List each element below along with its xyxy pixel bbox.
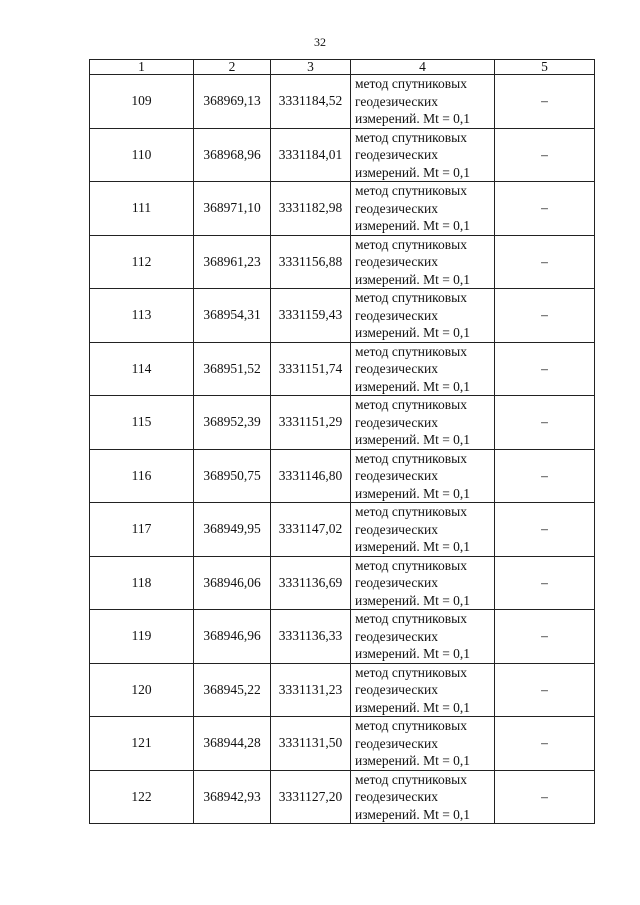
method-line-3: измерений. Mt = 0,1: [355, 806, 471, 822]
method-line-1: метод спутниковых: [355, 504, 467, 519]
coord-y: 3331131,50: [271, 717, 351, 771]
header-col-1: 1: [90, 60, 194, 75]
method-cell: [351, 342, 495, 396]
method-line-2: геодезических: [355, 254, 438, 269]
point-number: 110: [90, 128, 194, 182]
method-line-3: измерений. Mt = 0,1: [355, 378, 471, 394]
coord-x: 368951,52: [194, 342, 271, 396]
point-number: 118: [90, 556, 194, 610]
coord-y: 3331146,80: [271, 449, 351, 503]
header-col-5: 5: [495, 60, 595, 75]
coord-y: 3331136,69: [271, 556, 351, 610]
method-line-2: геодезических: [355, 628, 438, 644]
method-line-2: геодезических: [355, 361, 438, 376]
coord-y: 3331151,29: [271, 396, 351, 450]
method-cell: [351, 610, 495, 664]
method-line-3: измерений. Mt = 0,1: [355, 592, 471, 608]
col-5-value: –: [495, 289, 595, 343]
table-row: [90, 663, 595, 717]
method-line-3: измерений. Mt = 0,1: [355, 699, 471, 715]
coord-x: 368968,96: [194, 128, 271, 182]
method-line-2: геодезических: [355, 93, 438, 109]
table-row: [90, 289, 595, 343]
method-cell: [351, 396, 495, 450]
method-cell: [351, 128, 495, 182]
coord-x: 368971,10: [194, 182, 271, 236]
method-line-2: геодезических: [355, 307, 438, 323]
method-line-3: измерений. Mt = 0,1: [355, 325, 471, 340]
table-row: [90, 449, 595, 503]
col-5-value: –: [495, 663, 595, 717]
method-line-2: геодезических: [355, 735, 438, 751]
point-number: 111: [90, 182, 194, 236]
col-5-value: –: [495, 717, 595, 771]
method-cell: [351, 182, 495, 236]
method-line-1: метод спутниковых: [355, 343, 467, 359]
method-line-2: геодезических: [355, 468, 438, 483]
method-line-2: геодезических: [355, 414, 438, 430]
coord-y: 3331147,02: [271, 503, 351, 557]
table-row: [90, 770, 595, 824]
table-header: [90, 60, 595, 75]
point-number: 109: [90, 75, 194, 129]
col-5-value: –: [495, 449, 595, 503]
method-cell: [351, 663, 495, 717]
table-row: [90, 128, 595, 182]
method-line-2: геодезических: [355, 200, 438, 216]
coord-y: 3331127,20: [271, 770, 351, 824]
method-line-1: метод спутниковых: [355, 290, 467, 305]
method-line-1: метод спутниковых: [355, 664, 467, 680]
page-number: 32: [314, 35, 326, 49]
method-line-1: метод спутниковых: [355, 76, 467, 91]
header-col-2: 2: [194, 60, 271, 75]
method-line-3: измерений. Mt = 0,1: [355, 271, 471, 287]
table-row: [90, 75, 595, 129]
method-line-1: метод спутниковых: [355, 771, 467, 787]
col-5-value: –: [495, 503, 595, 557]
col-5-value: –: [495, 235, 595, 289]
table-row: [90, 396, 595, 450]
point-number: 121: [90, 717, 194, 771]
coord-x: 368952,39: [194, 396, 271, 450]
col-5-value: –: [495, 128, 595, 182]
method-line-2: геодезических: [355, 147, 438, 162]
method-line-3: измерений. Mt = 0,1: [355, 111, 471, 126]
coord-y: 3331156,88: [271, 235, 351, 289]
point-number: 119: [90, 610, 194, 664]
coord-y: 3331136,33: [271, 610, 351, 664]
coord-x: 368950,75: [194, 449, 271, 503]
method-line-3: измерений. Mt = 0,1: [355, 539, 471, 554]
header-row: [90, 60, 595, 75]
point-number: 115: [90, 396, 194, 450]
table-row: [90, 717, 595, 771]
coord-y: 3331159,43: [271, 289, 351, 343]
point-number: 113: [90, 289, 194, 343]
coord-x: 368954,31: [194, 289, 271, 343]
method-line-1: метод спутниковых: [355, 236, 467, 252]
col-5-value: –: [495, 556, 595, 610]
coord-y: 3331184,01: [271, 128, 351, 182]
coord-y: 3331182,98: [271, 182, 351, 236]
method-line-1: метод спутниковых: [355, 557, 467, 573]
coord-x: 368946,96: [194, 610, 271, 664]
method-line-3: измерений. Mt = 0,1: [355, 432, 471, 447]
col-5-value: –: [495, 75, 595, 129]
table-body: [90, 75, 595, 824]
method-line-2: геодезических: [355, 575, 438, 590]
method-cell: [351, 235, 495, 289]
method-line-1: метод спутниковых: [355, 183, 467, 198]
coord-y: 3331151,74: [271, 342, 351, 396]
coord-x: 368944,28: [194, 717, 271, 771]
method-line-1: метод спутниковых: [355, 450, 467, 466]
method-line-3: измерений. Mt = 0,1: [355, 646, 471, 661]
method-line-2: геодезических: [355, 682, 438, 697]
col-5-value: –: [495, 182, 595, 236]
coord-x: 368942,93: [194, 770, 271, 824]
point-number: 114: [90, 342, 194, 396]
method-cell: [351, 503, 495, 557]
method-cell: [351, 449, 495, 503]
method-line-1: метод спутниковых: [355, 129, 467, 145]
coord-x: 368949,95: [194, 503, 271, 557]
point-number: 122: [90, 770, 194, 824]
method-cell: [351, 556, 495, 610]
coord-y: 3331184,52: [271, 75, 351, 129]
method-line-1: метод спутниковых: [355, 718, 467, 733]
coord-x: 368945,22: [194, 663, 271, 717]
method-line-3: измерений. Mt = 0,1: [355, 485, 471, 501]
method-line-2: геодезических: [355, 789, 438, 804]
coord-y: 3331131,23: [271, 663, 351, 717]
table-row: [90, 610, 595, 664]
coordinates-table: [89, 59, 595, 824]
coord-x: 368961,23: [194, 235, 271, 289]
col-5-value: –: [495, 396, 595, 450]
method-line-2: геодезических: [355, 521, 438, 537]
point-number: 120: [90, 663, 194, 717]
coord-x: 368969,13: [194, 75, 271, 129]
method-cell: [351, 289, 495, 343]
method-cell: [351, 75, 495, 129]
point-number: 117: [90, 503, 194, 557]
point-number: 112: [90, 235, 194, 289]
method-cell: [351, 717, 495, 771]
header-col-3: 3: [271, 60, 351, 75]
table-row: [90, 556, 595, 610]
col-5-value: –: [495, 610, 595, 664]
coord-x: 368946,06: [194, 556, 271, 610]
table-row: [90, 503, 595, 557]
col-5-value: –: [495, 770, 595, 824]
table-row: [90, 342, 595, 396]
point-number: 116: [90, 449, 194, 503]
method-line-1: метод спутниковых: [355, 611, 467, 626]
method-cell: [351, 770, 495, 824]
table-row: [90, 235, 595, 289]
header-col-4: 4: [351, 60, 495, 75]
method-line-1: метод спутниковых: [355, 397, 467, 412]
method-line-3: измерений. Mt = 0,1: [355, 164, 471, 180]
method-line-3: измерений. Mt = 0,1: [355, 753, 471, 768]
col-5-value: –: [495, 342, 595, 396]
table-row: [90, 182, 595, 236]
method-line-3: измерений. Mt = 0,1: [355, 218, 471, 233]
